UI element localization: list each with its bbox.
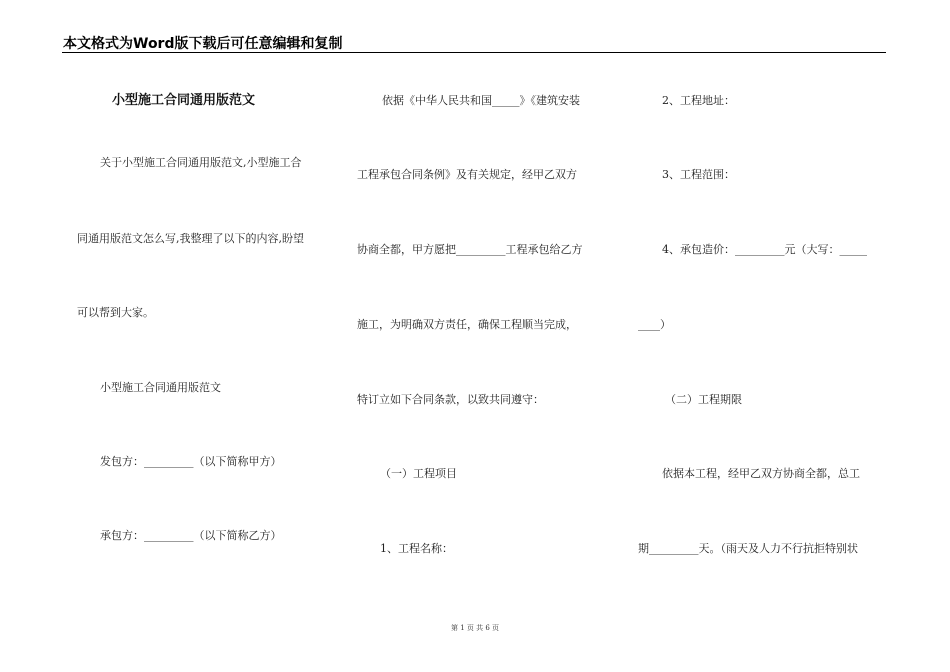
middle-column	[340, 0, 620, 672]
paragraph-line: 工程承包合同条例》及有关规定，经甲乙双方	[357, 168, 577, 181]
section-heading: （二）工程期限	[665, 393, 742, 406]
paragraph-line: 可以帮到大家。	[77, 306, 154, 319]
section-heading: （一）工程项目	[380, 467, 457, 480]
paragraph-line: 同通用版范文怎么写,我整理了以下的内容,盼望	[77, 232, 304, 245]
paragraph-line: 协商全都，甲方愿把_________工程承包给乙方	[357, 243, 583, 256]
party-b-line: 承包方：_________（以下简称乙方）	[100, 529, 282, 542]
page-number-footer: 第 1 页 共 6 页	[450, 624, 500, 632]
paragraph-line: 依据《中华人民共和国_____》《建筑安装	[382, 94, 580, 107]
section-subtitle: 小型施工合同通用版范文	[100, 381, 221, 394]
item-line: 4、承包造价：_________元（大写：_____	[662, 243, 867, 256]
left-column	[0, 0, 330, 672]
party-a-line: 发包方：_________（以下简称甲方）	[100, 455, 282, 468]
paragraph-line: 施工，为明确双方责任，确保工程顺当完成，	[357, 318, 577, 331]
paragraph-line: 特订立如下合同条款，以致共同遵守：	[357, 393, 544, 406]
document-title: 小型施工合同通用版范文	[112, 93, 256, 108]
item-line: ____）	[638, 318, 671, 331]
paragraph-line: 期_________天。（雨天及人力不行抗拒特别状	[638, 542, 858, 555]
right-column	[630, 0, 890, 672]
paragraph-line: 依据本工程，经甲乙双方协商全都，总工	[662, 467, 860, 480]
header-title: 本文格式为Word版下载后可任意编辑和复制	[63, 36, 343, 52]
item-line: 2、工程地址：	[662, 94, 735, 107]
item-line: 3、工程范围：	[662, 168, 735, 181]
paragraph-line: 关于小型施工合同通用版范文,小型施工合	[100, 156, 302, 169]
item-line: 1、工程名称：	[380, 542, 453, 555]
